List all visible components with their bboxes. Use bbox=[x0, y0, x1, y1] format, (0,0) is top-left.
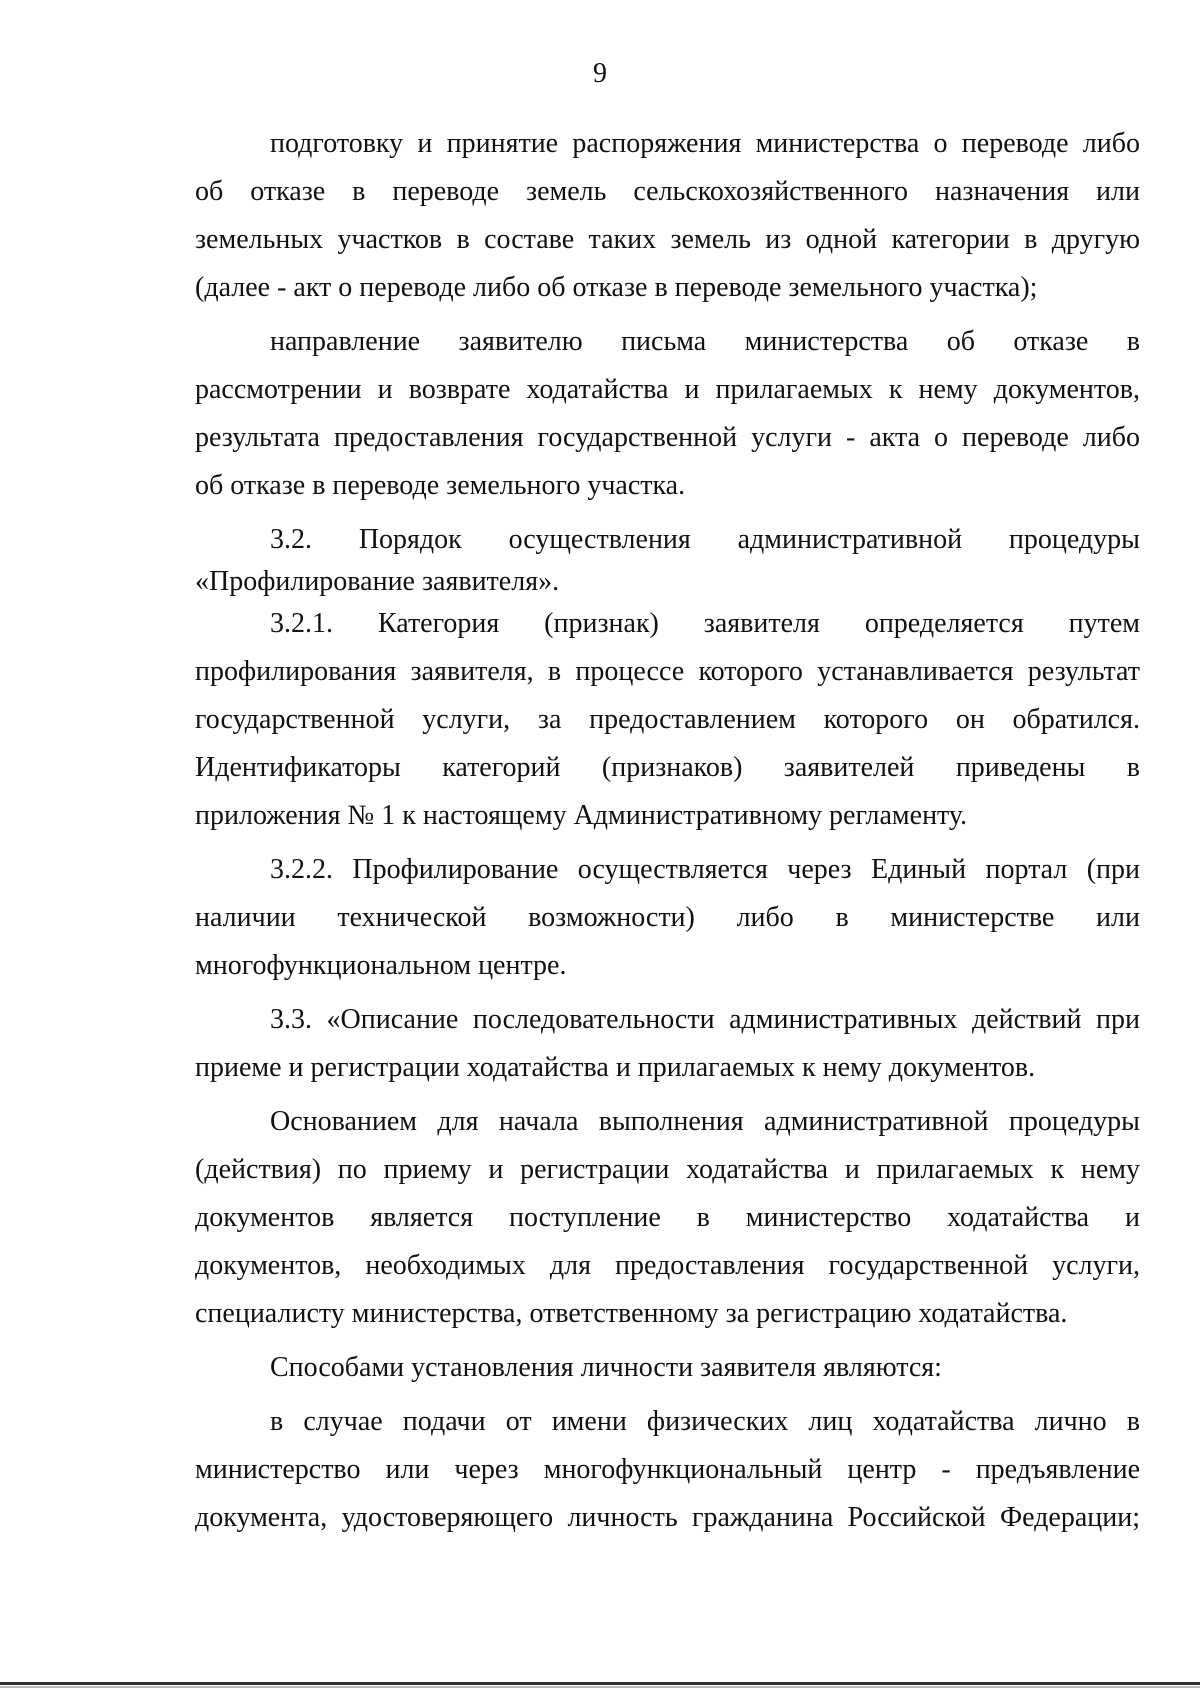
text-line: результата предоставления государственной услуги - акта о переводе либо bbox=[195, 422, 1140, 453]
section-heading: 3.3. «Описание последовательности административных действий при bbox=[270, 1004, 1140, 1035]
text-line: документов, необходимых для предоставления государственной услуги, bbox=[195, 1250, 1140, 1281]
text-line: (далее - акт о переводе либо об отказе в переводе земельного участка); bbox=[195, 272, 1038, 303]
text-line: Способами установления личности заявителя являются: bbox=[270, 1352, 942, 1383]
text-line: государственной услуги, за предоставлением которого он обратился. bbox=[195, 704, 1140, 735]
text-line: направление заявителю письма министерства об отказе в bbox=[270, 326, 1140, 357]
text-line: документов является поступление в министерство ходатайства и bbox=[195, 1202, 1140, 1233]
section-heading: «Профилирование заявителя». bbox=[195, 566, 560, 597]
scan-edge-shadow bbox=[0, 1686, 1200, 1688]
text-line: Идентификаторы категорий (признаков) заявителей приведены в bbox=[195, 752, 1140, 783]
text-line: об отказе в переводе земельного участка. bbox=[195, 470, 686, 501]
text-line: (действия) по приему и регистрации ходатайства и прилагаемых к нему bbox=[195, 1154, 1140, 1185]
text-line: подготовку и принятие распоряжения министерства о переводе либо bbox=[270, 128, 1140, 159]
section-heading: 3.2. Порядок осуществления административной процедуры bbox=[270, 524, 1140, 555]
text-line: Основанием для начала выполнения административной процедуры bbox=[270, 1106, 1140, 1137]
text-line: об отказе в переводе земель сельскохозяйственного назначения или bbox=[195, 176, 1140, 207]
text-line: земельных участков в составе таких земель из одной категории в другую bbox=[195, 224, 1140, 255]
text-line: 3.2.1. Категория (признак) заявителя определяется путем bbox=[270, 608, 1140, 639]
scan-edge-line bbox=[0, 1682, 1200, 1685]
section-heading: приеме и регистрации ходатайства и прилагаемых к нему документов. bbox=[195, 1052, 1036, 1083]
document-body bbox=[195, 120, 1140, 1542]
text-line: профилирования заявителя, в процессе которого устанавливается результат bbox=[195, 656, 1140, 687]
text-line: 3.2.2. Профилирование осуществляется через Единый портал (при bbox=[270, 854, 1140, 885]
text-line: рассмотрении и возврате ходатайства и прилагаемых к нему документов, bbox=[195, 374, 1140, 405]
text-line: многофункциональном центре. bbox=[195, 950, 567, 981]
text-line: министерство или через многофункциональный центр - предъявление bbox=[195, 1454, 1140, 1485]
page-number: 9 bbox=[593, 58, 607, 89]
text-line: специалисту министерства, ответственному за регистрацию ходатайства. bbox=[195, 1298, 1068, 1329]
text-line: в случае подачи от имени физических лиц ходатайства лично в bbox=[270, 1406, 1140, 1437]
text-line: наличии технической возможности) либо в министерстве или bbox=[195, 902, 1140, 933]
text-line: приложения № 1 к настоящему Административному регламенту. bbox=[195, 800, 968, 831]
text-line: документа, удостоверяющего личность гражданина Российской Федерации; bbox=[195, 1502, 1140, 1533]
